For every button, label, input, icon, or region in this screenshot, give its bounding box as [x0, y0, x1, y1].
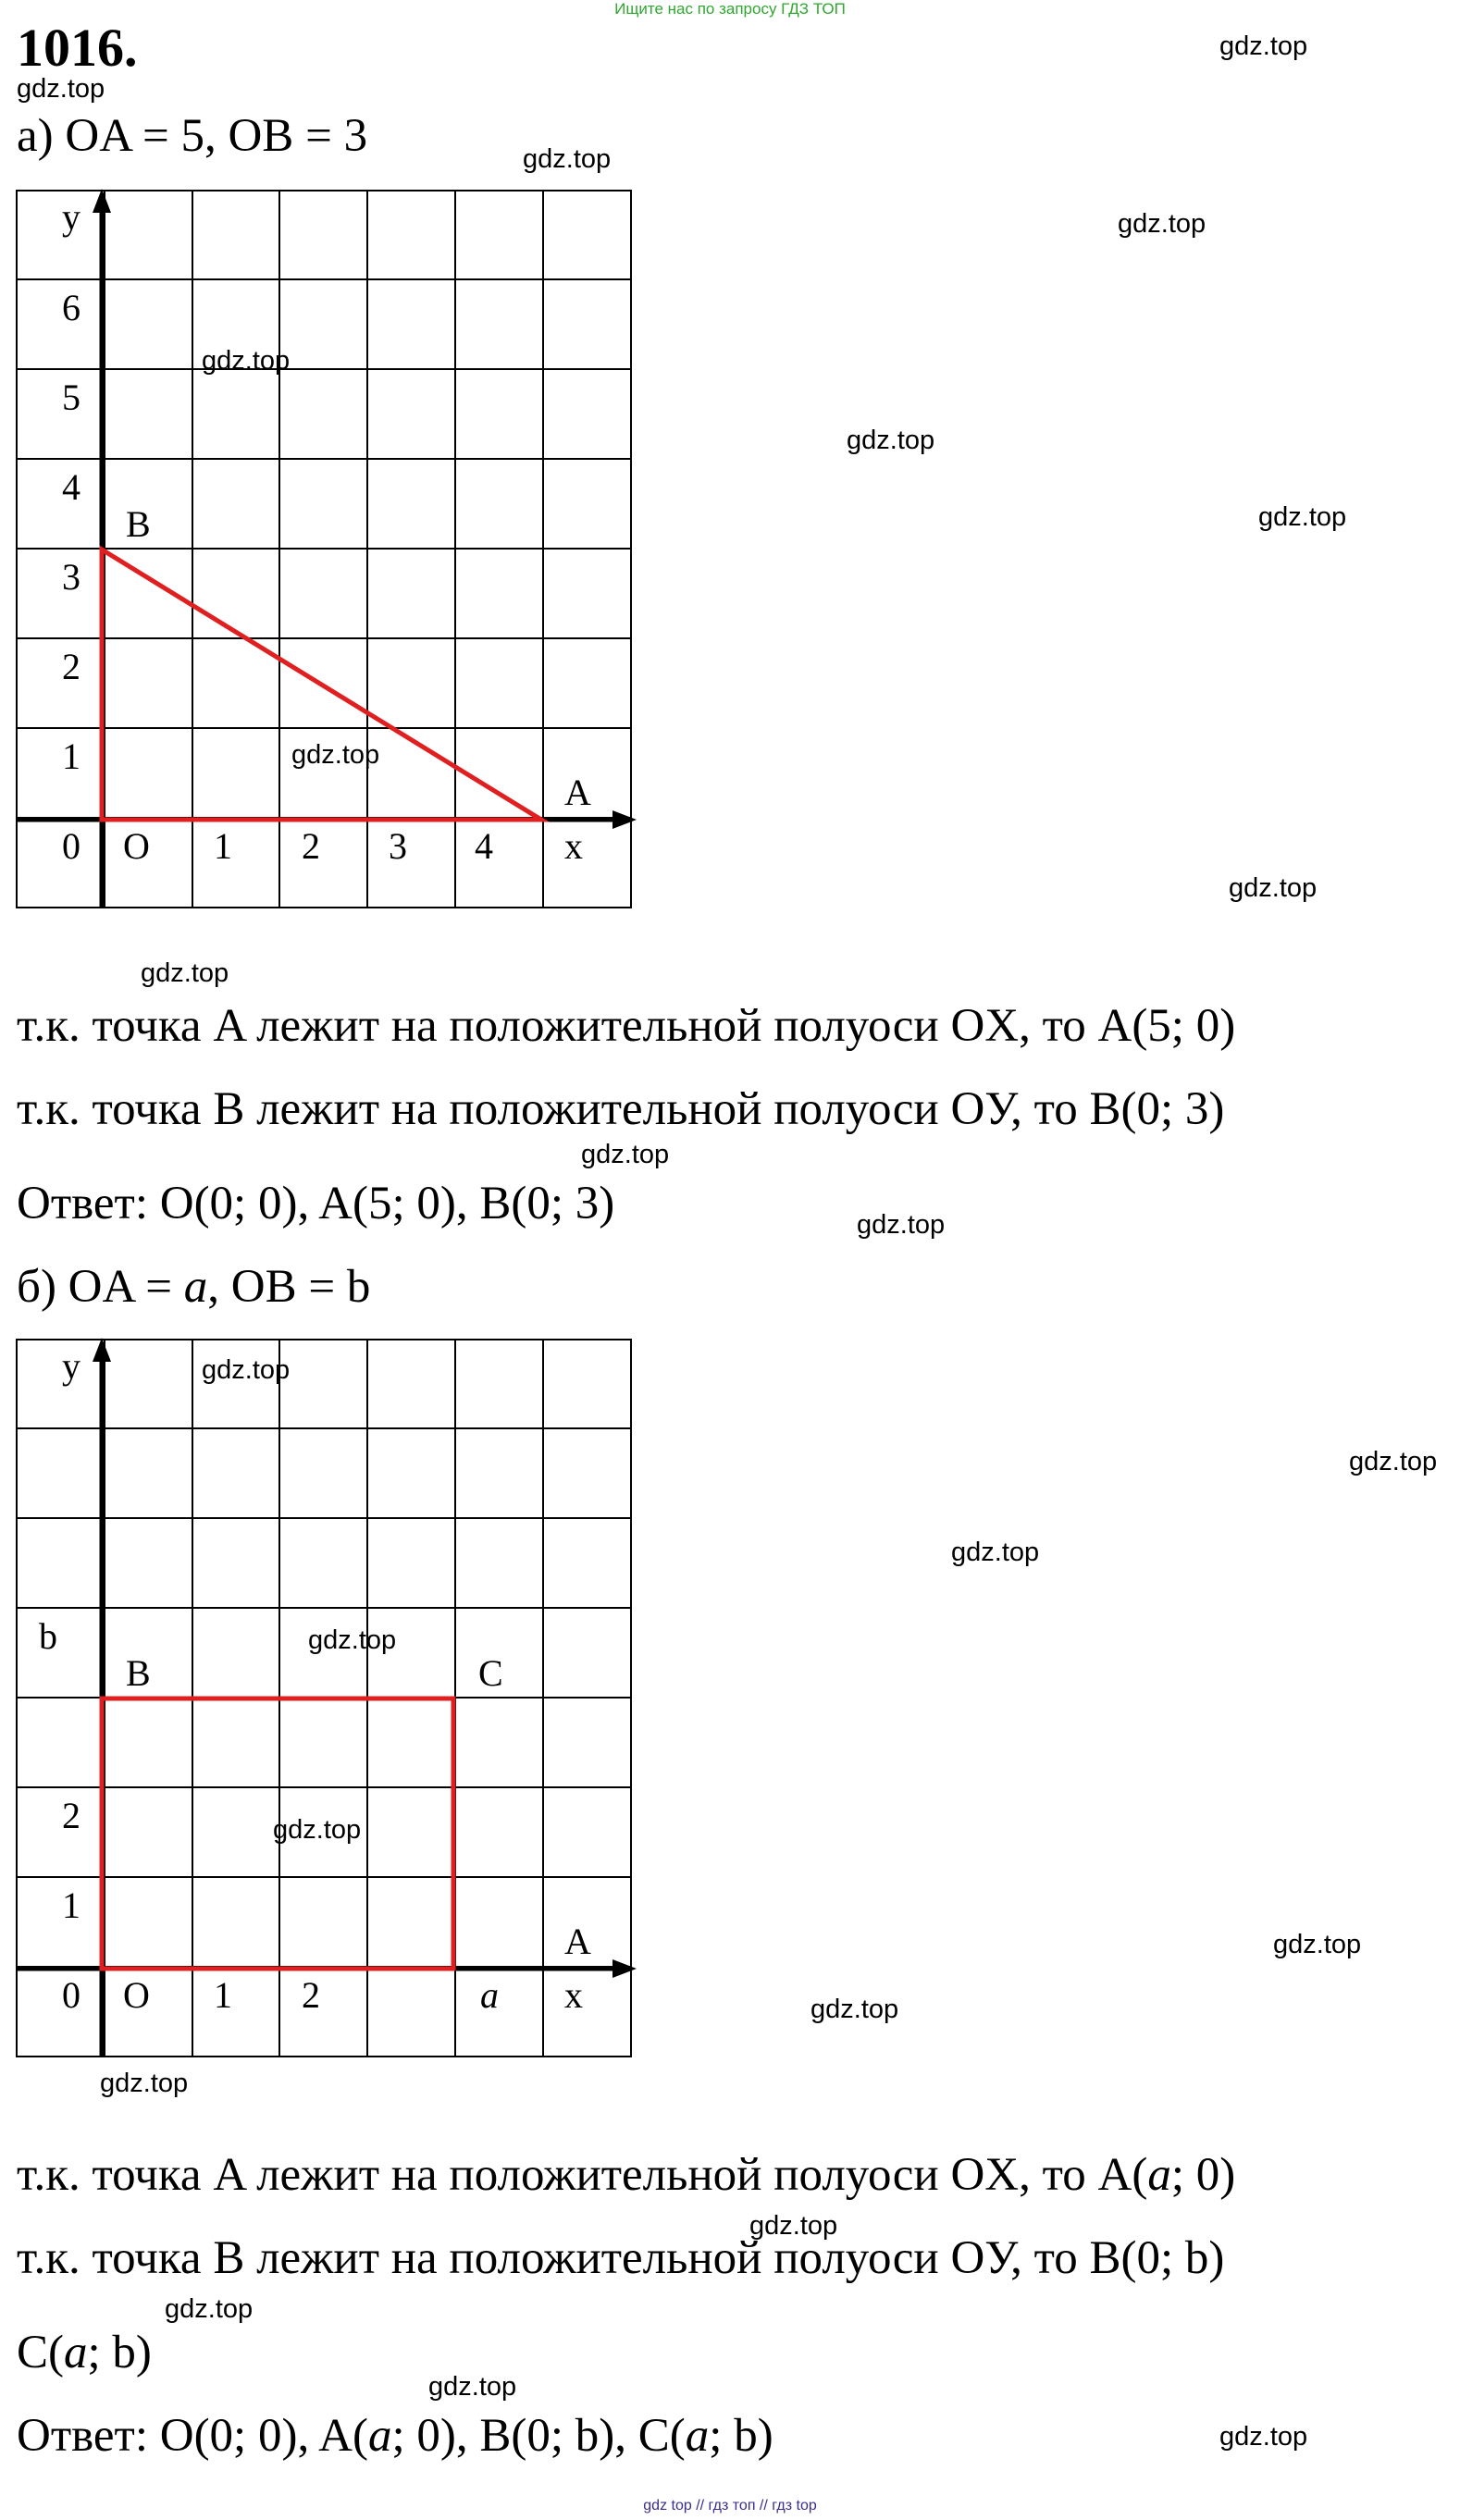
point-b-label: B [126, 503, 151, 545]
watermark: gdz.top [749, 2211, 838, 2241]
problem-number: 1016. [17, 18, 138, 78]
y-axis-label: y [62, 196, 80, 238]
point-a-label: A [564, 772, 591, 813]
watermark: gdz.top [1273, 1930, 1362, 1959]
y-tick-2: 2 [62, 1795, 80, 1836]
part-a-line-2: т.к. точка B лежит на положительной полуоси OУ, то B(0; 3) [17, 1083, 1225, 1135]
watermark: gdz.top [1229, 873, 1318, 903]
x-tick-a: a [480, 1974, 499, 2016]
part-a-answer: Ответ: O(0; 0), A(5; 0), B(0; 3) [17, 1178, 615, 1229]
x-axis-label: x [564, 1974, 583, 2016]
watermark: gdz.top [428, 2372, 517, 2402]
watermark: gdz.top [1219, 31, 1308, 61]
x-tick-2: 2 [302, 1974, 320, 2016]
answer-text: ; 0), B(0; b), C( [391, 2410, 686, 2462]
line-text: ; b) [87, 2327, 152, 2378]
watermark: gdz.top [1118, 209, 1206, 239]
y-tick-3: 3 [62, 556, 80, 598]
watermark: gdz.top [100, 2069, 189, 2098]
watermark: gdz.top [1219, 2422, 1308, 2452]
y-tick-b: b [39, 1615, 57, 1657]
part-b-answer [17, 2409, 773, 2463]
line-text: т.к. точка A лежит на положительной полуоси OX, то A( [17, 2149, 1148, 2201]
point-b-label: B [126, 1652, 151, 1694]
y-tick-5: 5 [62, 377, 80, 418]
part-b-line-1 [17, 2148, 1235, 2202]
given-suffix: , OB = b [207, 1261, 371, 1313]
y-tick-1: 1 [62, 1884, 80, 1926]
part-a-line-1: т.к. точка A лежит на положительной полуоси OX, то A(5; 0) [17, 1000, 1236, 1052]
line-text: ; 0) [1170, 2149, 1236, 2201]
watermark: gdz.top [273, 1815, 362, 1845]
bottom-note: gdz top // гдз топ // гдз top [643, 2498, 817, 2514]
part-a-diagram [0, 176, 648, 916]
part-b-line-3 [17, 2326, 152, 2379]
y-tick-6: 6 [62, 287, 80, 328]
point-o-label: O [123, 1974, 150, 2016]
watermark: gdz.top [165, 2294, 254, 2324]
point-c-label: C [478, 1652, 503, 1694]
line-a: a [1147, 2149, 1171, 2201]
y-tick-4: 4 [62, 466, 80, 508]
watermark: gdz.top [810, 1995, 899, 2024]
given-a: a [183, 1261, 208, 1313]
top-search-note: Ищите нас по запросу ГДЗ ТОП [614, 0, 846, 18]
watermark: gdz.top [523, 144, 612, 174]
x-tick-3: 3 [389, 825, 407, 867]
line-text: C( [17, 2327, 64, 2378]
part-b-diagram [0, 1325, 648, 2065]
answer-a: a [367, 2410, 392, 2462]
x-tick-1: 1 [214, 825, 232, 867]
point-a-label: A [564, 1921, 591, 1962]
origin-zero: 0 [62, 825, 80, 867]
answer-text: ; b) [709, 2410, 773, 2462]
triangle-oab [102, 550, 541, 820]
y-tick-1: 1 [62, 735, 80, 777]
watermark: gdz.top [847, 426, 935, 455]
watermark: gdz.top [202, 1355, 291, 1385]
grid [17, 191, 631, 908]
answer-a: a [685, 2410, 710, 2462]
watermark: gdz.top [857, 1210, 946, 1240]
part-a-given: а) OA = 5, OB = 3 [17, 110, 368, 162]
watermark: gdz.top [17, 74, 105, 104]
watermark: gdz.top [141, 958, 229, 988]
given-prefix: б) OA = [17, 1261, 184, 1313]
x-axis-label: x [564, 825, 583, 867]
answer-text: Ответ: O(0; 0), A( [17, 2410, 368, 2462]
rectangle-oacb [102, 1699, 453, 1969]
watermark: gdz.top [291, 740, 380, 770]
part-b-given [17, 1260, 370, 1314]
x-tick-2: 2 [302, 825, 320, 867]
watermark: gdz.top [951, 1538, 1040, 1567]
part-b-line-2: т.к. точка B лежит на положительной полуоси OУ, то B(0; b) [17, 2232, 1225, 2284]
y-tick-2: 2 [62, 646, 80, 687]
x-tick-4: 4 [475, 825, 493, 867]
x-tick-1: 1 [214, 1974, 232, 2016]
y-axis-label: y [62, 1345, 80, 1387]
origin-zero: 0 [62, 1974, 80, 2016]
line-a: a [64, 2327, 88, 2378]
watermark: gdz.top [1258, 502, 1347, 532]
watermark: gdz.top [202, 346, 291, 376]
point-o-label: O [123, 825, 150, 867]
watermark: gdz.top [581, 1140, 670, 1169]
watermark: gdz.top [308, 1625, 397, 1655]
watermark: gdz.top [1349, 1447, 1438, 1476]
